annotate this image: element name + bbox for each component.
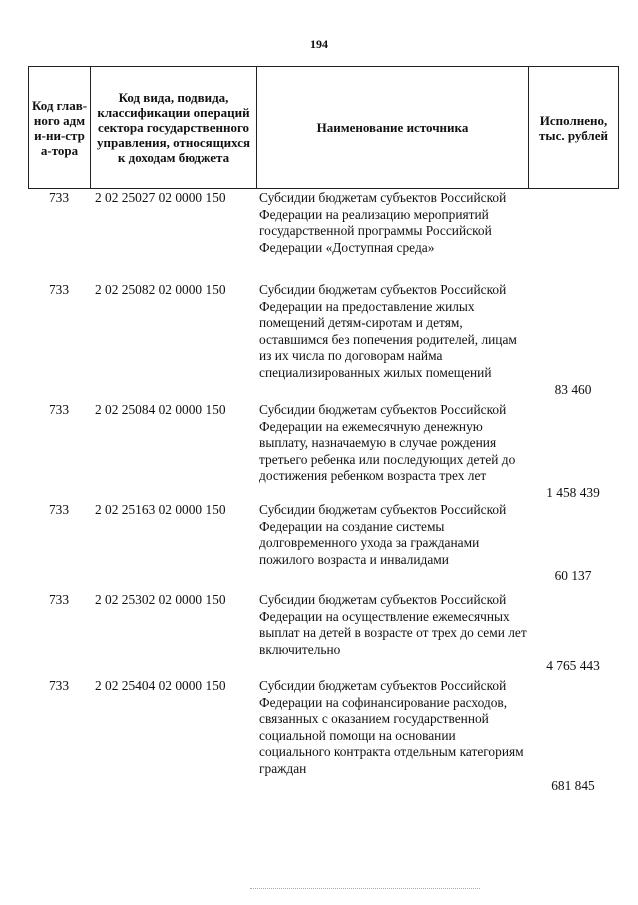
table-row [28,402,618,502]
table-row [28,282,618,402]
admin-code-cell: 733 [48,678,70,693]
table-row [28,592,618,678]
admin-code-cell: 733 [48,502,70,517]
header-source-name: Наименование источника [257,67,529,189]
table-row [28,502,618,592]
table-body [28,190,618,800]
admin-code-cell: 733 [48,190,70,205]
source-name-cell: Субсидии бюджетам субъектов Российской Федерации на софинансирование расходов, связанных с оказанием государственной социальной помощи на основании социального контракта отдельным категориям граждан [259,678,524,776]
source-name-cell: Субсидии бюджетам субъектов Российской Федерации на предоставление жилых помещений детям-сиротам и детям, оставшимся без попечения родителей, лицам из их числа по договорам найма специализированных жилых помещений [259,282,517,380]
kind-code-cell: 2 02 25163 02 0000 150 [95,502,226,517]
table-header [28,66,619,189]
page-number: 194 [310,37,328,51]
header-executed: Исполнено, тыс. рублей [529,67,619,189]
amount-cell: 1 458 439 [546,484,600,500]
table-row [28,190,618,282]
admin-code-cell: 733 [48,282,70,297]
source-name-cell: Субсидии бюджетам субъектов Российской Федерации на создание системы долговременного ухода за гражданами пожилого возраста и инвалидами [259,502,507,567]
bottom-divider [250,888,480,889]
header-kind-code: Код вида, подвида, классификации операций сектора государственного управления, относящихся к доходам бюджета [91,67,257,189]
kind-code-cell: 2 02 25404 02 0000 150 [95,678,226,693]
table-row [28,678,618,800]
source-name-cell: Субсидии бюджетам субъектов Российской Федерации на ежемесячную денежную выплату, назначаемую в случае рождения третьего ребенка или последующих детей до достижения ребенком возраста трех лет [259,402,516,484]
admin-code-cell: 733 [48,402,70,417]
admin-code-cell: 733 [48,592,70,607]
source-name-cell: Субсидии бюджетам субъектов Российской Федерации на осуществление ежемесячных выплат на детей в возрасте от трех до семи лет включительно [259,592,527,657]
source-name-cell: Субсидии бюджетам субъектов Российской Федерации на реализацию мероприятий государственной программы Российской Федерации «Доступная среда» [259,190,507,255]
amount-cell: 681 845 [551,777,595,793]
amount-cell: 83 460 [554,381,592,397]
kind-code-cell: 2 02 25302 02 0000 150 [95,592,226,607]
amount-cell: 60 137 [554,568,592,584]
kind-code-cell: 2 02 25027 02 0000 150 [95,190,226,205]
header-admin-code: Код глав-ного адми-ни-стра-тора [29,67,91,189]
kind-code-cell: 2 02 25082 02 0000 150 [95,282,226,297]
kind-code-cell: 2 02 25084 02 0000 150 [95,402,226,417]
amount-cell: 4 765 443 [546,658,600,674]
